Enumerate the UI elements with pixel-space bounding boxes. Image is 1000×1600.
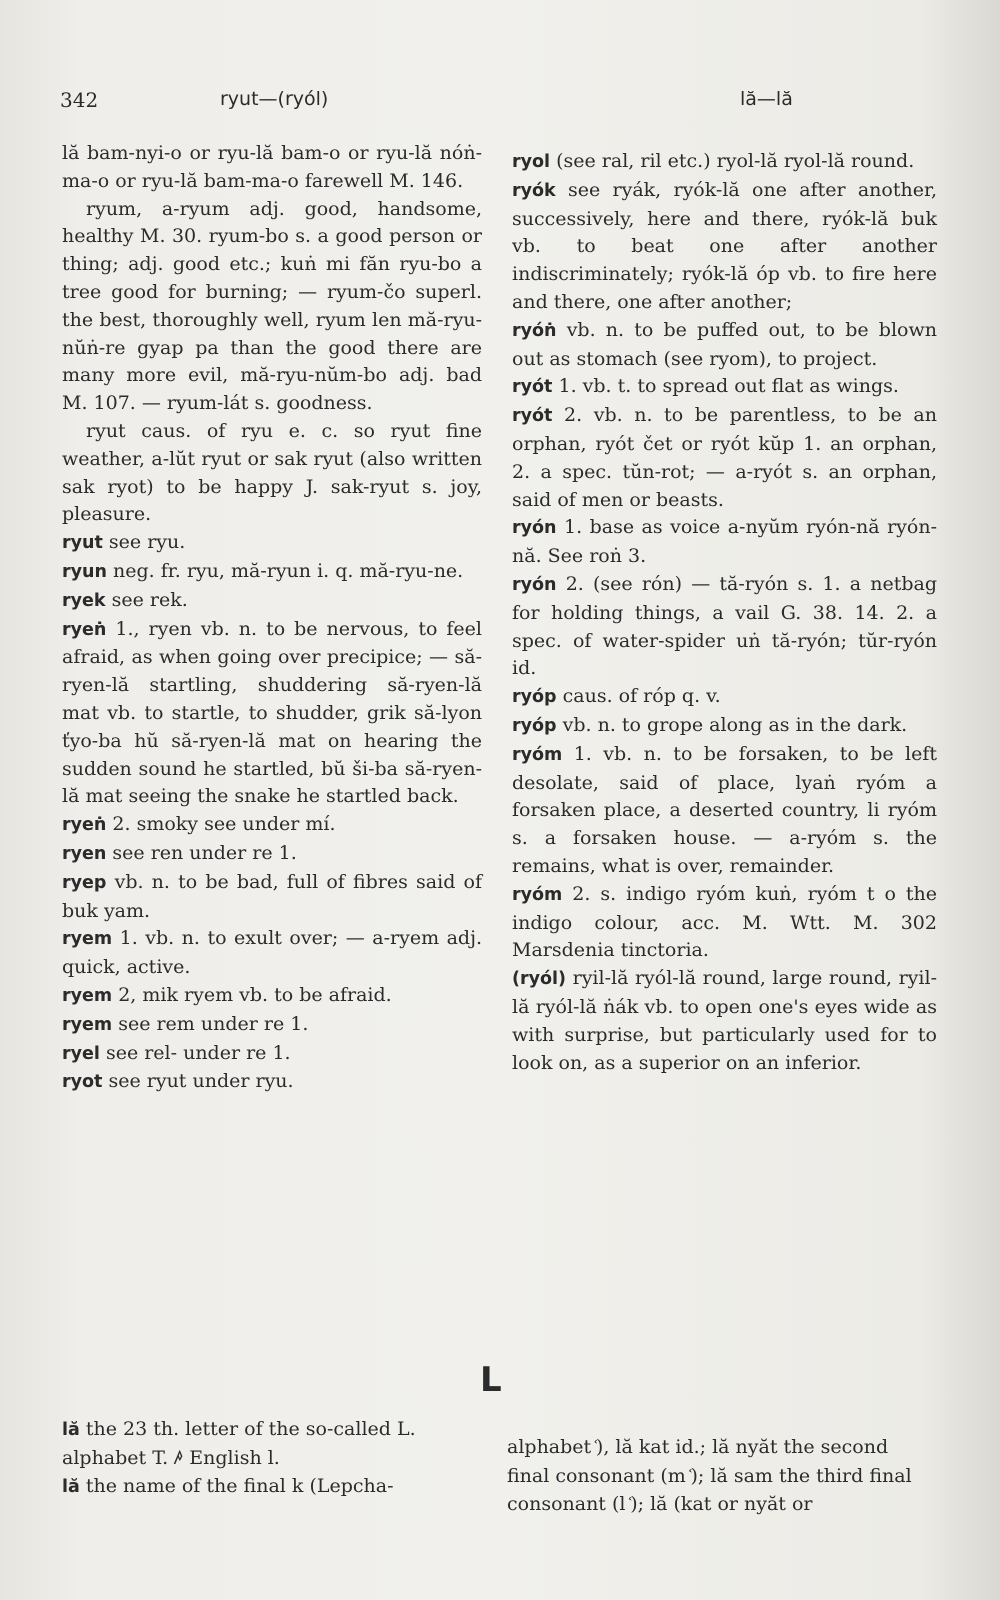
entry <box>512 148 937 177</box>
entry <box>62 418 482 529</box>
bottom-right-column <box>507 1433 935 1519</box>
entry <box>62 529 482 558</box>
entry <box>512 712 937 741</box>
entry-text: ryum, a-ryum adj. good, handsome, healthy M. 30. ryum-bo s. a good person or thing; adj. good etc.; kuṅ mi făn ryu-bo a tree good for burning; — ryum-čo superl. the best, thoroughly well, ryum len mă-ryu-nŭṅ-re gyap pa than the good there are many more evil, mă-ryu-nŭm-bo adj. bad M. 107. — ryum-lát s. goodness. <box>62 197 482 415</box>
entry-text: alphabet ᷾), lă kat id.; lă nyăt the second final consonant (m ᷾); lă sam the third final consonant (l ᷾); lă (kat or nyăt or <box>507 1436 912 1516</box>
entry <box>62 982 482 1011</box>
entry <box>512 881 937 965</box>
headword: ryeṅ <box>62 619 107 640</box>
headword: ryón <box>512 518 557 539</box>
entry <box>62 925 482 982</box>
entry-text: see ryut under ryu. <box>102 1070 294 1093</box>
entry-text: caus. of róp q. v. <box>556 685 721 708</box>
headword: ryut <box>62 533 103 554</box>
headword: ryem <box>62 929 113 950</box>
entry <box>62 840 482 869</box>
entry <box>512 965 937 1077</box>
headword: ryek <box>62 590 106 611</box>
right-running-head: lă—lă <box>740 88 793 110</box>
entry <box>62 869 482 926</box>
entry-text: ryut caus. of ryu e. c. so ryut fine weather, a-lŭt ryut or sak ryut (also written sak ryot) to be happy J. sak-ryut s. joy, pleasure. <box>62 419 482 526</box>
headword: ryol <box>512 152 551 172</box>
entry <box>62 1416 480 1473</box>
entry <box>62 140 482 196</box>
entry-text: 2. vb. n. to be parentless, to be an orphan, ryót čet or ryót kŭp 1. an orphan, 2. a spec. tŭn-rot; — a-ryót s. an orphan, said of men or beasts. <box>512 404 937 511</box>
entry <box>62 587 482 616</box>
entry <box>512 317 937 374</box>
entry-text: the 23 th. letter of the so-called L. alphabet T. ꤳ English l. <box>62 1418 416 1469</box>
entry <box>512 402 937 514</box>
entry <box>62 811 482 840</box>
headword: ryóm <box>512 884 563 905</box>
entry <box>507 1433 935 1519</box>
entry-text: 1. vb. n. to be forsaken, to be left desolate, said of place, lyaṅ ryóm a forsaken place, a deserted country, li ryóm s. a forsaken house. — a-ryóm s. the remains, what is over, remainder. <box>512 742 937 877</box>
entry <box>62 1473 480 1502</box>
headword: lă <box>62 1420 80 1440</box>
headword: ryun <box>62 561 107 582</box>
headword: ryót <box>512 377 553 398</box>
entry <box>62 196 482 418</box>
entry-text: 2, mik ryem vb. to be afraid. <box>112 983 392 1006</box>
entry-text: ryil-lă ryól-lă round, large round, ryil-lă ryól-lă ṅák vb. to open one's eyes wide as with surprise, but particularly used for to look on, as a superior on an inferior. <box>512 967 937 1074</box>
entry-text: 1. vb. t. to spread out flat as wings. <box>552 375 899 398</box>
entry <box>62 1068 482 1097</box>
entry-text: vb. n. to be bad, full of fibres said of buk yam. <box>62 870 482 922</box>
page-number: 342 <box>60 88 99 112</box>
headword: ryep <box>62 872 107 893</box>
headword: ryeṅ <box>62 815 107 836</box>
headword: ryem <box>62 1014 113 1035</box>
entry <box>512 683 937 712</box>
headword: ryóp <box>512 715 557 736</box>
left-column <box>62 140 482 1097</box>
entry-text: (see ral, ril etc.) ryol-lă ryol-lă round. <box>550 150 915 172</box>
entry <box>512 741 937 881</box>
entry <box>512 514 937 571</box>
right-column <box>512 148 937 1077</box>
entry <box>512 571 937 683</box>
entry <box>512 177 937 317</box>
headword: (ryól) <box>512 969 567 990</box>
page-header <box>60 88 940 118</box>
headword: ryón <box>512 574 557 595</box>
headword: ryóm <box>512 744 563 765</box>
headword: ryen <box>62 843 107 864</box>
entry-text: vb. n. to grope along as in the dark. <box>556 713 908 736</box>
entry-text: 2. smoky see under mí. <box>106 813 336 836</box>
entry-text: see ryák, ryók-lă one after another, successively, here and there, ryók-lă buk vb. to beat one after another indiscriminately; ryók-lă óp vb. to fire here and there, one after another; <box>512 178 937 313</box>
headword: ryóṅ <box>512 320 557 341</box>
entry-text: see ryu. <box>102 531 186 554</box>
entry-text: lă bam-nyi-o or ryu-lă bam-o or ryu-lă nóṅ-ma-o or ryu-lă bam-ma-o farewell M. 146. <box>62 142 482 192</box>
headword: ryót <box>512 406 553 427</box>
entry-text: 1. vb. n. to exult over; — a-ryem adj. quick, active. <box>62 927 482 979</box>
entry <box>62 616 482 812</box>
entry-text: 2. (see rón) — tă-ryón s. 1. a netbag for holding things, a vail G. 38. 14. 2. a spec. of water-spider uṅ tă-ryón; tŭr-ryón id. <box>512 572 937 680</box>
entry <box>62 558 482 587</box>
headword: ryóp <box>512 687 557 708</box>
headword: ryot <box>62 1072 103 1093</box>
entry-text: the name of the final k (Lepcha- <box>79 1474 394 1497</box>
entry-text: neg. fr. ryu, mă-ryun i. q. mă-ryu-ne. <box>106 559 464 582</box>
entry-text: 1., ryen vb. n. to be nervous, to feel afraid, as when going over precipice; — să-ryen-lă startling, shuddering să-ryen-lă mat vb. to startle, to shudder, grik să-lyon ťyo-ba hŭ să-ryen-lă mat on hearing the sudden sound he startled, bŭ ši-ba să-ryen-lă mat seeing the snake he startled back. <box>62 617 482 808</box>
headword: ryel <box>62 1043 100 1064</box>
headword: ryók <box>512 180 556 201</box>
entry-text: see rem under re 1. <box>112 1012 309 1035</box>
headword: lă <box>62 1476 80 1497</box>
entry-text: 1. base as voice a-nyŭm ryón-nă ryón-nă. See roṅ 3. <box>512 516 937 568</box>
entry-text: see ren under re 1. <box>106 841 297 864</box>
entry-text: see rel- under re 1. <box>99 1041 291 1064</box>
entry-text: vb. n. to be puffed out, to be blown out as stomach (see ryom), to project. <box>512 318 937 370</box>
entry-text: 2. s. indigo ryóm kuṅ, ryóm t o the indigo colour, acc. M. Wtt. M. 302 Marsdenia tinctoria. <box>512 882 937 962</box>
left-running-head: ryut—(ryól) <box>220 88 329 110</box>
entry <box>62 1011 482 1040</box>
headword: ryem <box>62 985 113 1006</box>
section-letter: L <box>480 1360 502 1400</box>
entry <box>62 1040 482 1069</box>
entry-text: see rek. <box>105 588 188 611</box>
entry <box>512 373 937 402</box>
bottom-left-column <box>62 1416 480 1501</box>
